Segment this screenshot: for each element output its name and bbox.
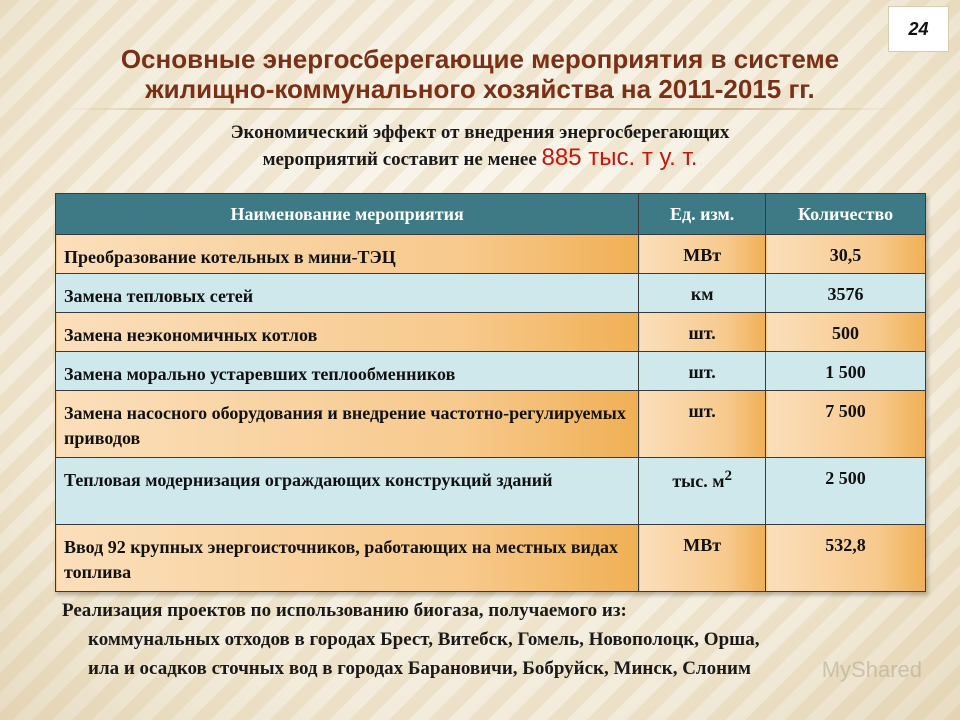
biogas-projects-text [62, 596, 942, 683]
footer-line-2: коммунальных отходов в городах Брест, Витебск, Гомель, Новополоцк, Орша, [88, 629, 760, 650]
table-row [56, 313, 926, 352]
unit-text: тыс. м [672, 471, 725, 491]
measure-unit [639, 458, 766, 525]
measure-quantity: 3576 [766, 274, 926, 313]
measure-name: Замена неэкономичных котлов [56, 313, 639, 352]
header-measure-name: Наименование мероприятия [56, 194, 639, 235]
measure-name: Замена морально устаревших теплообменников [56, 352, 639, 391]
measure-unit: МВт [639, 525, 766, 592]
measure-name: Замена насосного оборудования и внедрение частотно-регулируемых приводов [56, 391, 639, 458]
measure-unit: МВт [639, 235, 766, 274]
subtitle-line-1: Экономический эффект от внедрения энергосберегающих [230, 122, 730, 143]
measure-unit: шт. [639, 352, 766, 391]
economic-effect-value: 885 тыс. т у. т. [541, 144, 698, 171]
economic-effect-text [150, 120, 810, 172]
measure-quantity: 2 500 [766, 458, 926, 525]
table-row [56, 235, 926, 274]
header-unit: Ед. изм. [639, 194, 766, 235]
watermark-logo: MyShared [821, 657, 922, 682]
footer-line-1: Реализация проектов по использованию биогаза, получаемого из: [62, 600, 627, 621]
table-row [56, 274, 926, 313]
measure-quantity: 1 500 [766, 352, 926, 391]
measure-name: Преобразование котельных в мини-ТЭЦ [56, 235, 639, 274]
page-number: 24 [888, 6, 949, 52]
title-line-2: жилищно-коммунального хозяйства на 2011-2015 гг. [145, 74, 815, 104]
slide-title [70, 44, 890, 104]
unit-superscript: 2 [724, 468, 732, 484]
header-quantity: Количество [766, 194, 926, 235]
table-row [56, 352, 926, 391]
table-header-row [56, 194, 926, 235]
measure-name: Тепловая модернизация ограждающих конструкций зданий [56, 458, 639, 525]
table-row [56, 458, 926, 525]
title-divider [60, 108, 900, 110]
table-row [56, 391, 926, 458]
measures-table [55, 193, 926, 592]
measure-unit: км [639, 274, 766, 313]
measure-unit: шт. [639, 313, 766, 352]
table-row [56, 525, 926, 592]
measure-quantity: 7 500 [766, 391, 926, 458]
title-line-1: Основные энергосберегающие мероприятия в системе [120, 44, 840, 74]
subtitle-line-2: мероприятий составит не менее [262, 149, 542, 170]
measure-name: Замена тепловых сетей [56, 274, 639, 313]
measure-quantity: 30,5 [766, 235, 926, 274]
footer-line-3: ила и осадков сточных вод в городах Барановичи, Бобруйск, Минск, Слоним [88, 658, 751, 679]
measure-unit: шт. [639, 391, 766, 458]
measure-quantity: 500 [766, 313, 926, 352]
measure-quantity: 532,8 [766, 525, 926, 592]
measure-name: Ввод 92 крупных энергоисточников, работающих на местных видах топлива [56, 525, 639, 592]
